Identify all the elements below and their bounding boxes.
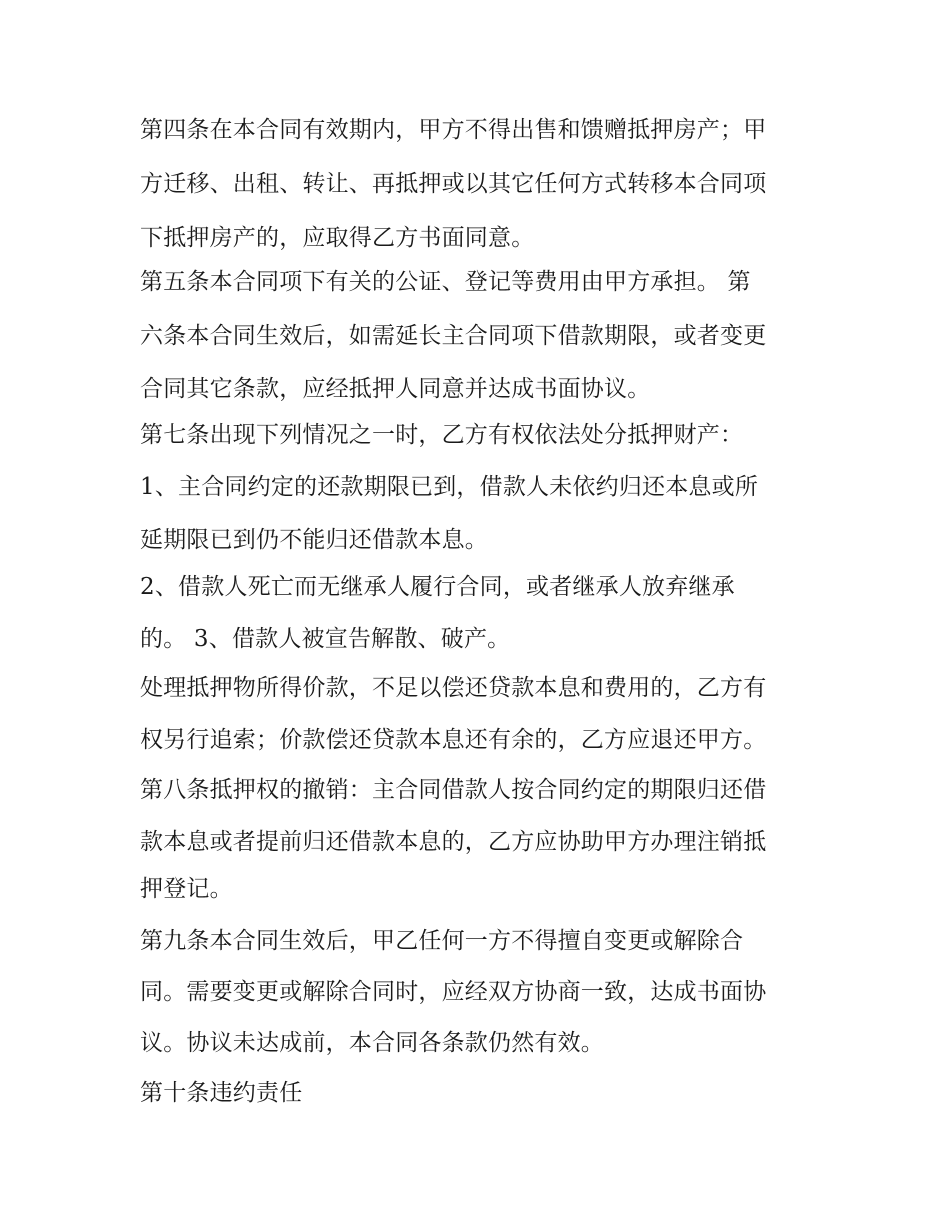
text-line: 六条本合同生效后，如需延长主合同项下借款期限，或者变更 [140, 323, 767, 349]
text-line: 第五条本合同项下有关的公证、登记等费用由甲方承担。 第 [140, 269, 751, 295]
text-line: 第七条出现下列情况之一时，乙方有权依法处分抵押财产： [140, 422, 744, 448]
text-line: 第九条本合同生效后，甲乙任何一方不得擅自变更或解除合 [140, 928, 744, 954]
text-line: 第四条在本合同有效期内，甲方不得出售和馈赠抵押房产；甲 [140, 117, 767, 143]
text-line: 权另行追索；价款偿还贷款本息还有余的，乙方应退还甲方。 [140, 727, 767, 753]
text-line: 同。需要变更或解除合同时，应经双方协商一致，达成书面协 [140, 979, 767, 1005]
text-line: 1、主合同约定的还款期限已到，借款人未依约归还本息或所 [140, 474, 759, 500]
text-line: 方迁移、出租、转让、再抵押或以其它任何方式转移本合同项 [140, 171, 767, 197]
text-line: 延期限已到仍不能归还借款本息。 [140, 527, 488, 553]
text-line: 2、借款人死亡而无继承人履行合同，或者继承人放弃继承 [140, 574, 735, 600]
text-line: 款本息或者提前归还借款本息的，乙方应协助甲方办理注销抵 [140, 829, 767, 855]
text-line: 第八条抵押权的撤销：主合同借款人按合同约定的期限归还借 [140, 777, 767, 803]
text-line: 第十条违约责任 [140, 1080, 303, 1106]
text-line: 的。 3、借款人被宣告解散、破产。 [140, 626, 511, 652]
text-line: 处理抵押物所得价款，不足以偿还贷款本息和费用的，乙方有 [140, 675, 767, 701]
text-line: 押登记。 [140, 876, 233, 902]
text-line: 下抵押房产的，应取得乙方书面同意。 [140, 225, 535, 251]
text-line: 议。协议未达成前，本合同各条款仍然有效。 [140, 1030, 604, 1056]
text-line: 合同其它条款，应经抵押人同意并达成书面协议。 [140, 376, 651, 402]
